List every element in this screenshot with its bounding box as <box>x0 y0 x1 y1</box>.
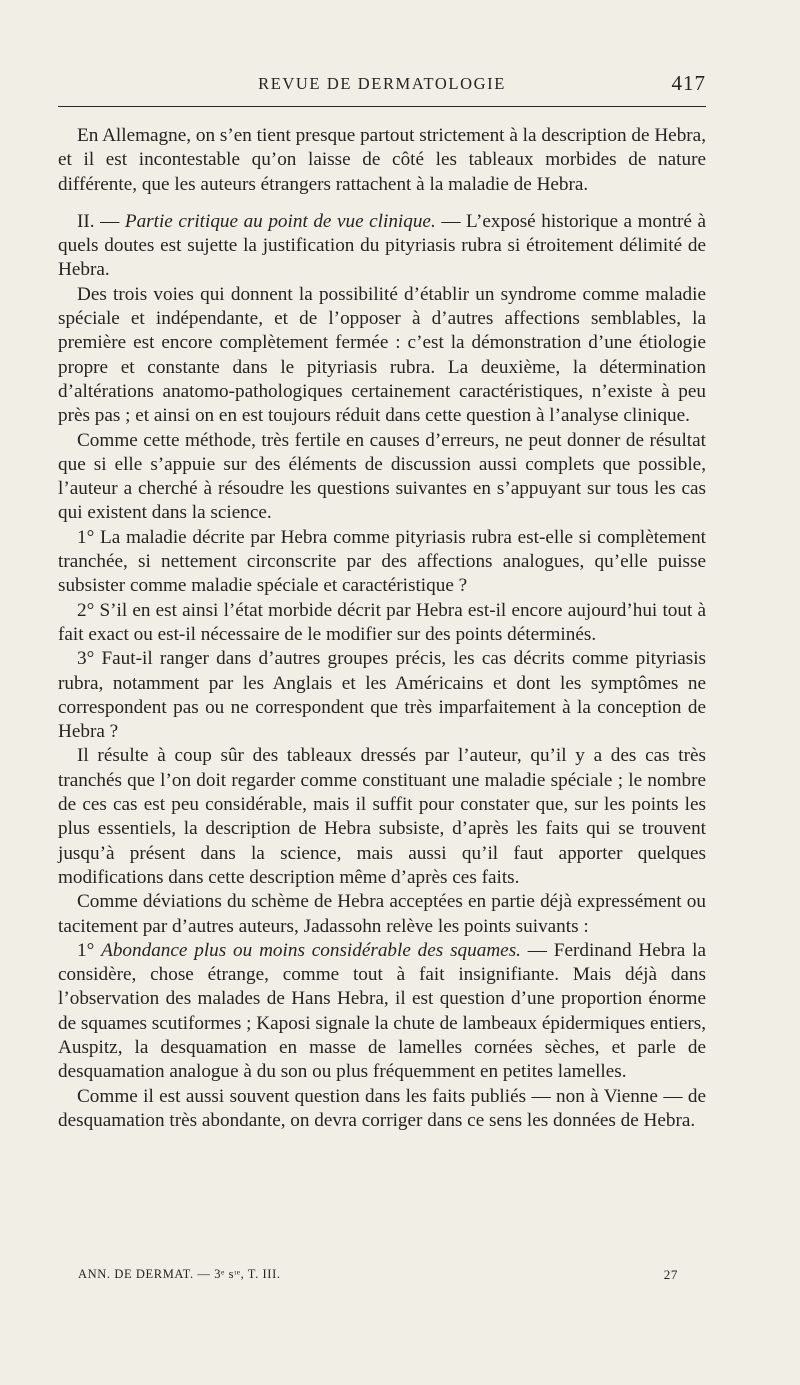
running-head: REVUE DE DERMATOLOGIE <box>258 74 506 93</box>
paragraph: 1° La maladie décrite par Hebra comme pityriasis rubra est-elle si complètement tranchée, si nettement circonscrite par des affections analogues, qu’elle puisse subsister comme maladie spéciale et caractéristique ? <box>58 526 706 597</box>
point-text: — Ferdinand Hebra la considère, chose étrange, comme tout à fait insignifiante. Mais déjà dans l’observation des malades de Hans Hebra, il est question d’une proportion énorme de squames scutiformes ; Kaposi signale la chute de lambeaux épidermiques entiers, Auspitz, la desquamation en masse de lamelles cornées sèches, et parle de desquamation analogue à du son ou plus fréquemment en petites lamelles. <box>58 939 706 1083</box>
point-paragraph <box>58 939 706 1085</box>
section-text: — L’exposé historique a montré à quels doutes est sujette la justification du pityriasis rubra si étroitement délimité de Hebra. <box>58 210 706 281</box>
footer-reference: ANN. DE DERMAT. — 3ᵉ sᶦᵉ, T. III. <box>78 1267 281 1281</box>
section-number: II. — <box>77 210 120 232</box>
page-number: 417 <box>671 71 706 95</box>
section-title: Partie critique au point de vue clinique. <box>124 210 436 232</box>
signature-number: 27 <box>663 1267 678 1282</box>
paragraph: En Allemagne, on s’en tient presque partout strictement à la description de Hebra, et il est incontestable qu’on laisse de côté les tableaux morbides de nature différente, que les auteurs étrangers rattachent à la maladie de Hebra. <box>58 125 706 195</box>
paragraph: Il résulte à coup sûr des tableaux dressés par l’auteur, qu’il y a des cas très tranchés que l’on doit regarder comme constituant une maladie spéciale ; le nombre de ces cas est peu considérable, mais il suffit pour constater que, sur les points les plus essentiels, la description de Hebra subsiste, d’après les faits qui se trouvent jusqu’à présent dans la science, mais aussi qu’il faut apporter quelques modifications dans cette description même d’après ces faits. <box>58 745 706 888</box>
page-footer <box>78 1267 706 1287</box>
paragraph: 3° Faut-il ranger dans d’autres groupes précis, les cas décrits comme pityriasis rubra, notamment par les Anglais et les Américains et dont les symptômes ne correspondent pas ou ne correspondent que très imparfaitement à la conception de Hebra ? <box>58 648 706 743</box>
point-title: Abondance plus ou moins considérable des squames. <box>101 939 521 961</box>
paragraph: Des trois voies qui donnent la possibilité d’établir un syndrome comme maladie spéciale et indépendante, et de l’opposer à d’autres affections semblables, la première est encore complètement fermée : c’est la démonstration d’une étiologie propre et constante dans le pityriasis rubra. La deuxième, la détermination d’altérations anatomo-pathologiques certainement caractéristiques, n’existe à peu près pas ; et ainsi on en est toujours réduit dans cette question à l’analyse clinique. <box>58 283 706 427</box>
section-heading-paragraph <box>58 210 706 283</box>
body-text <box>58 124 706 1133</box>
paragraph: Comme il est aussi souvent question dans les faits publiés — non à Vienne — de desquamation très abondante, on devra corriger dans ce sens les données de Hebra. <box>58 1085 706 1131</box>
page-header <box>58 71 706 98</box>
paragraph: Comme déviations du schème de Hebra acceptées en partie déjà expressément ou tacitement par d’autres auteurs, Jadassohn relève les points suivants : <box>58 891 706 937</box>
header-rule <box>58 106 706 107</box>
point-number: 1° <box>77 939 95 961</box>
paragraph: 2° S’il en est ainsi l’état morbide décrit par Hebra est-il encore aujourd’hui tout à fait exact ou est-il nécessaire de le modifier sur des points déterminés. <box>58 599 706 645</box>
paragraph: Comme cette méthode, très fertile en causes d’erreurs, ne peut donner de résultat que si elle s’appuie sur des éléments de discussion aussi complets que possible, l’auteur a cherché à résoudre les questions suivantes en s’appuyant sur tous les cas qui existent dans la science. <box>58 429 706 524</box>
